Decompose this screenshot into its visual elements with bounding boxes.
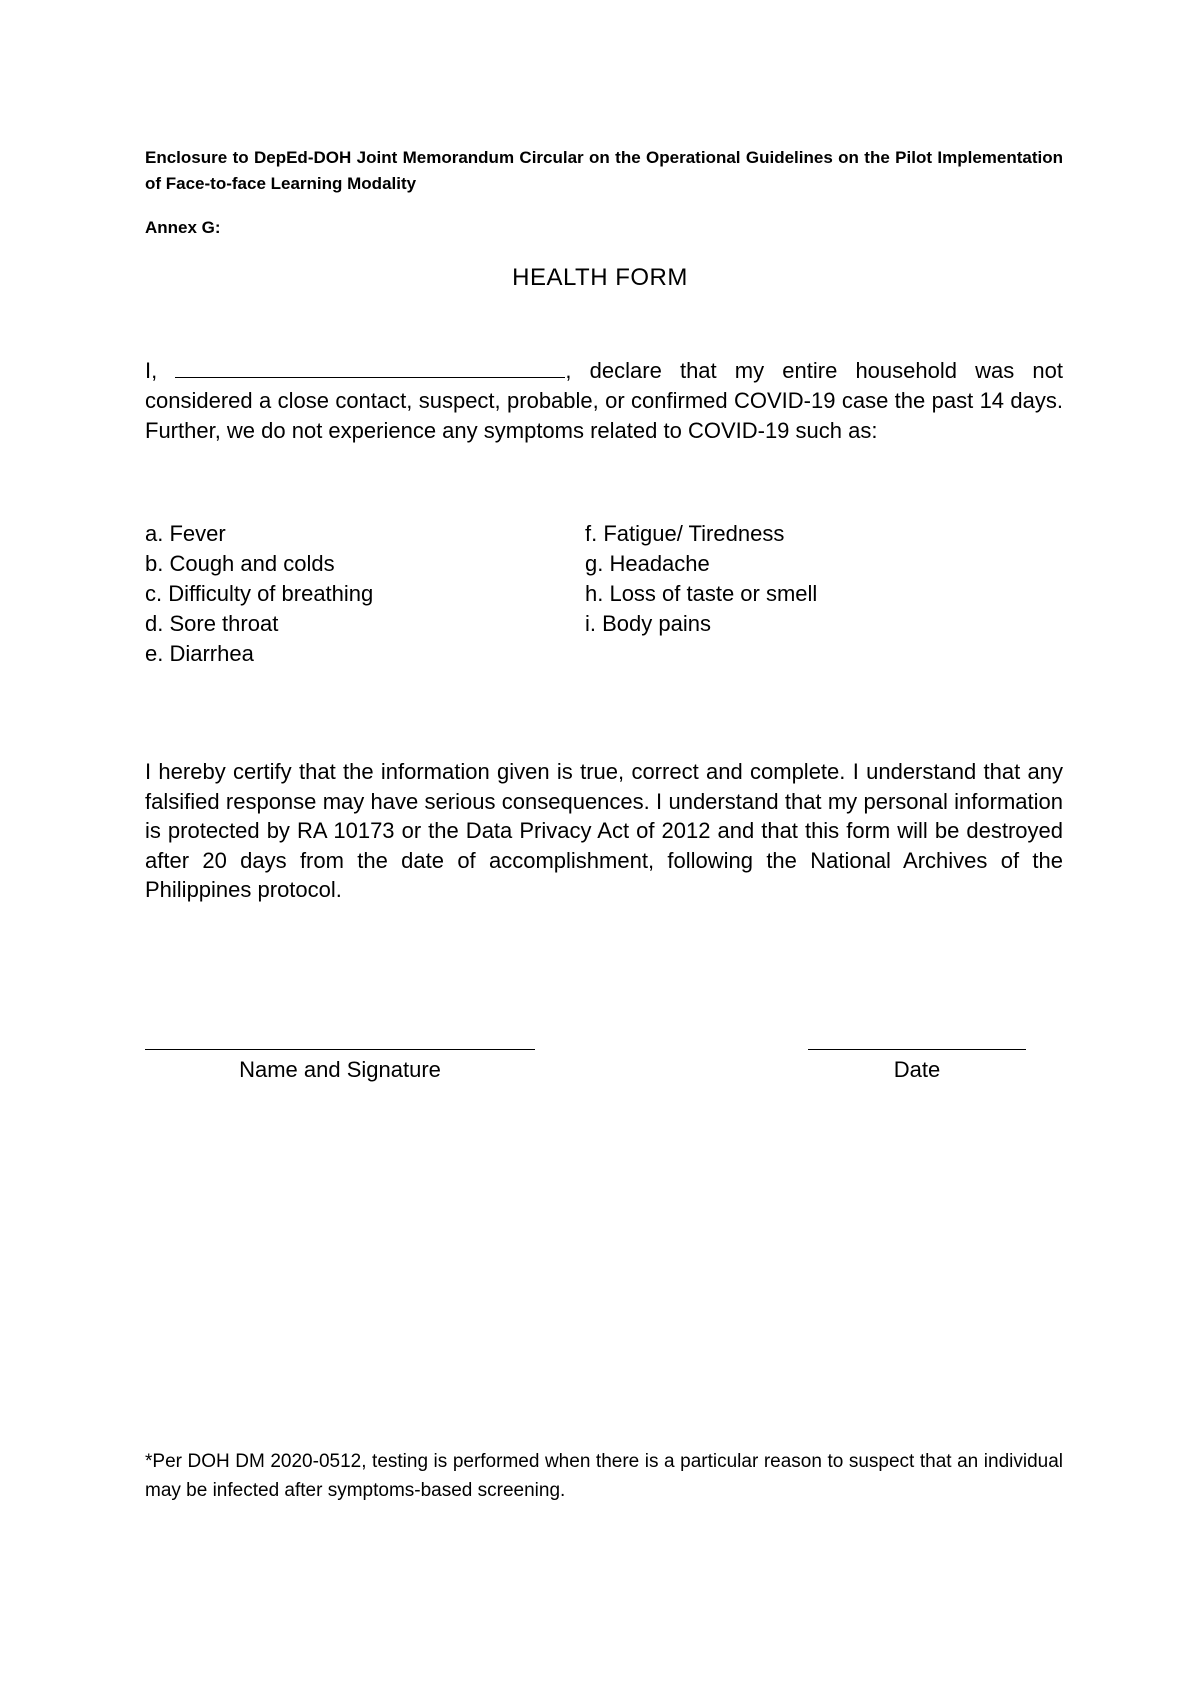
list-item: e. Diarrhea (145, 641, 254, 666)
list-item: g. Headache (585, 551, 710, 576)
enclosure-header: Enclosure to DepEd-DOH Joint Memorandum Circular on the Operational Guidelines on the Pilot Implementation of Face-to-face Learning Modality (145, 148, 1063, 193)
annex-label: Annex G: (145, 218, 221, 237)
date-label: Date (893, 1057, 941, 1082)
signature-line[interactable] (145, 1049, 535, 1050)
list-item: b. Cough and colds (145, 551, 335, 576)
declaration-paragraph (145, 356, 1063, 446)
symptom-list-left (145, 519, 373, 669)
list-item: h. Loss of taste or smell (585, 581, 818, 606)
list-item: a. Fever (145, 521, 226, 546)
form-title: HEALTH FORM (512, 264, 688, 291)
list-item: i. Body pains (585, 611, 711, 636)
declaration-text: , declare that my entire household was not considered a close contact, suspect, probable, or confirmed COVID-19 case the past 14 days. Further, we do not experience any symptoms related to COVID-19 such as: (145, 358, 1063, 443)
name-blank-field[interactable] (175, 359, 565, 378)
footnote: *Per DOH DM 2020-0512, testing is performed when there is a particular reason to suspect that an individual may be infected after symptoms-based screening. (145, 1451, 1063, 1501)
name-signature-label: Name and Signature (239, 1057, 441, 1082)
symptom-list-right (585, 519, 817, 639)
certification-paragraph: I hereby certify that the information given is true, correct and complete. I understand that any falsified response may have serious consequences. I understand that my personal information is protected by RA 10173 or the Data Privacy Act of 2012 and that this form will be destroyed after 20 days from the date of accomplishment, following the National Archives of the Philippines protocol. (145, 759, 1063, 902)
date-line[interactable] (808, 1049, 1026, 1050)
list-item: f. Fatigue/ Tiredness (585, 521, 785, 546)
list-item: d. Sore throat (145, 611, 279, 636)
list-item: c. Difficulty of breathing (145, 581, 374, 606)
declaration-prefix: I, (145, 358, 158, 383)
